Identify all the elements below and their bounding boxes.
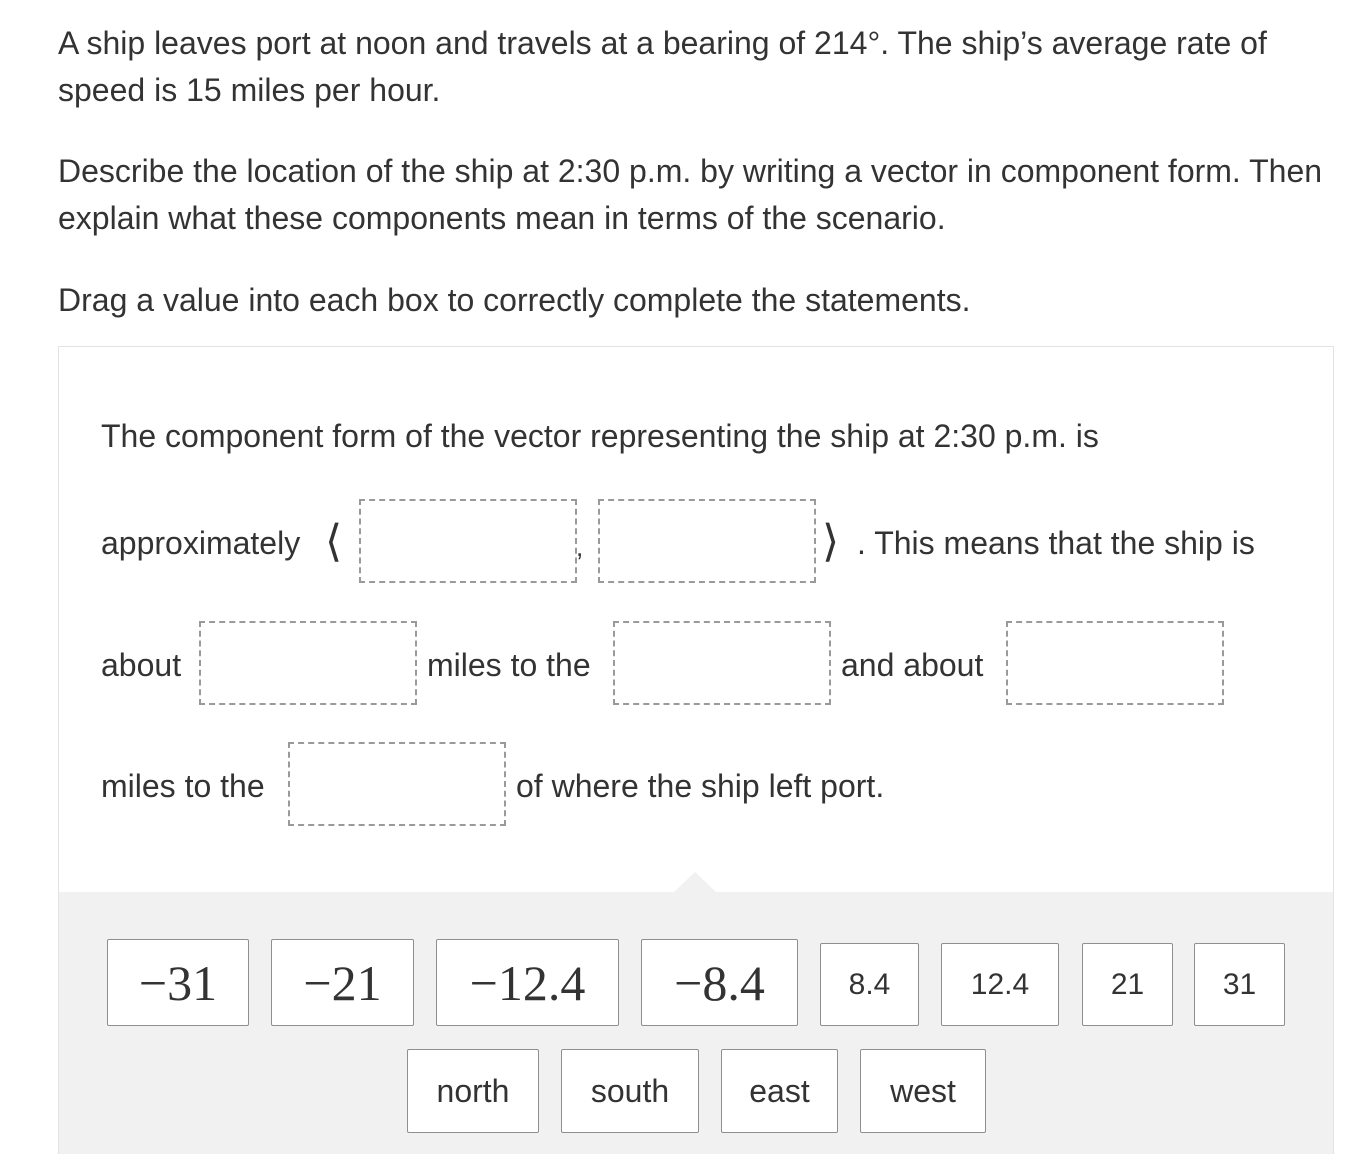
drop-zone-direction-1[interactable] — [613, 621, 831, 705]
statement-miles-to-the-1: miles to the — [427, 647, 591, 683]
comma: , — [576, 532, 584, 562]
drop-zone-distance-1[interactable] — [199, 621, 417, 705]
prompt-paragraph-1: A ship leaves port at noon and travels at a bearing of 214°. The ship’s average rate of speed is 15 miles per hour. — [58, 25, 1267, 108]
tile-neg-8-4[interactable]: −8.4 — [641, 939, 798, 1026]
tile-north[interactable]: north — [407, 1049, 539, 1133]
answer-tile-tray — [59, 892, 1333, 1154]
tile-neg-12-4[interactable]: −12.4 — [436, 939, 619, 1026]
tile-8-4[interactable]: 8.4 — [820, 943, 919, 1026]
tile-east[interactable]: east — [721, 1049, 838, 1133]
drop-zone-distance-2[interactable] — [1006, 621, 1224, 705]
tray-pointer — [673, 872, 717, 893]
tile-neg-31[interactable]: −31 — [107, 939, 249, 1026]
prompt-instructions: Drag a value into each box to correctly complete the statements. — [58, 282, 971, 318]
tile-west[interactable]: west — [860, 1049, 986, 1133]
statement-miles-to-the-2: miles to the — [101, 768, 265, 804]
tile-south[interactable]: south — [561, 1049, 699, 1133]
statement-this-means: . This means that the ship is — [857, 525, 1255, 561]
drag-drop-card — [58, 346, 1334, 1154]
drop-zone-x-component[interactable] — [359, 499, 577, 583]
tile-31[interactable]: 31 — [1194, 943, 1285, 1026]
statement-line-1: The component form of the vector representing the ship at 2:30 p.m. is — [101, 418, 1099, 454]
statement-and-about: and about — [841, 647, 984, 683]
prompt-paragraph-2: Describe the location of the ship at 2:30 p.m. by writing a vector in component form. Then explain what these components mean in terms of the scenario. — [58, 153, 1323, 236]
statement-area — [59, 347, 1333, 893]
drop-zone-y-component[interactable] — [598, 499, 816, 583]
drop-zone-direction-2[interactable] — [288, 742, 506, 826]
statement-of-where: of where the ship left port. — [516, 768, 885, 804]
statement-approximately: approximately — [101, 525, 301, 561]
tile-21[interactable]: 21 — [1082, 943, 1173, 1026]
close-angle-bracket: ⟩ — [822, 516, 840, 567]
statement-about: about — [101, 647, 182, 683]
tile-neg-21[interactable]: −21 — [271, 939, 414, 1026]
tile-12-4[interactable]: 12.4 — [941, 943, 1059, 1026]
open-angle-bracket: ⟨ — [325, 516, 343, 567]
